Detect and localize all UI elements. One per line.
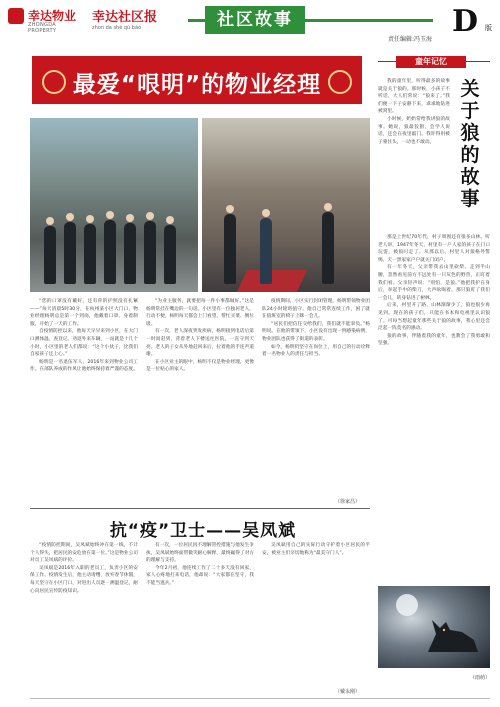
paragraph: 在小区业主的眼中，杨明不仅是物业经理，更像是一位贴心的家人。 bbox=[146, 359, 254, 373]
paragraph: 自疫情防控以来，他每天早早来到小区，在大门口测体温、查登记、劝返外来车辆，一站就是十几个小时。小区里的老人们都说：“这个小伙子，比我们自家孩子还上心。” bbox=[30, 329, 138, 358]
paragraph: 狼的故事，伴随着我的童年，也教会了我勇敢和坚强。 bbox=[378, 333, 490, 347]
wolf-icon bbox=[422, 612, 482, 656]
wolf-illustration bbox=[378, 586, 490, 668]
edition-label: 版 bbox=[485, 24, 492, 32]
hero-column-3 bbox=[262, 542, 370, 557]
paragraph: 有一年冬天，父亲带我去山里砍柴。走到半山腰，忽然看见前方不远处有一只灰色的野兽，正盯着我们看。父亲轻声说：“别怕，是狼。”他把我护在身后，举起手中的柴刀，大声吆喝着。那只狼盯了我们一会儿，转身钻进了树林。 bbox=[378, 265, 490, 301]
brand-logo-property bbox=[8, 6, 86, 34]
brand-sub-paper: zhon da shè qū bào bbox=[92, 25, 142, 31]
sidebar-column bbox=[378, 56, 490, 696]
paragraph: 吴凤斌用自己的实际行动守护着小区居民的平安，被业主们亲切地称为“最美守门人”。 bbox=[262, 543, 370, 556]
paragraph: “居民们把信任交给我们，我们就不能辜负。”杨明说。在他的带领下，小区没有出现一例感染病例，物业团队也获得了街道的表彰。 bbox=[262, 321, 370, 342]
masthead bbox=[0, 0, 500, 44]
main-photos bbox=[30, 118, 370, 292]
photo-staff-group bbox=[30, 118, 198, 292]
editor-credit: 责任编辑:冯玉海 bbox=[388, 36, 433, 43]
main-headline: 最爱“哏明”的物业经理 bbox=[72, 72, 322, 98]
hero-article-byline: （戴永刚） bbox=[335, 689, 361, 695]
sidebar-section-label: 童年记忆 bbox=[396, 56, 466, 68]
paragraph: “为业主服务，就要把每一件小事都做好。”这是杨明常挂在嘴边的一句话。小区里有一位独居老人，行动不便，杨明每天都会上门看望，帮忙买菜、倒垃圾。 bbox=[146, 299, 254, 327]
paragraph: “您的口罩没有戴好，还有你的护照没有扎紧——”每天清晨5时30分，在杭州某小区大门口，物业经理杨明总是第一个到岗，他戴着口罩、身着制服，开始了一天的工作。 bbox=[30, 299, 138, 327]
paragraph: 今年2月初，他连续工作了二十多天没有回家，家人心疼地打来电话，他却说：“大家都在坚守，我不能当逃兵。” bbox=[146, 565, 254, 586]
paragraph: 我的童年里，听得最多的故事就是关于狼的。那时候，小孩子不听话，大人们常说：“狼来了。”我们便一下子安静下来，乖乖地钻进被窝里。 bbox=[378, 79, 450, 115]
paragraph: 如今，杨明仍坚守在岗位上，用自己的行动诠释着一名物业人的责任与担当。 bbox=[262, 344, 370, 358]
paragraph: 那是上世纪70年代，村子周围还有很多山林。听老人讲，1947年冬天，村里有一户人家的孩子在门口玩耍，被狼叼走了。从那以后，村里人对狼格外警惕，天一黑家家户户就关门闭户。 bbox=[378, 235, 490, 263]
main-article-byline: （徐家昌） bbox=[335, 499, 361, 505]
photo-temperature-check bbox=[202, 118, 370, 292]
article-column-3 bbox=[262, 298, 370, 359]
sidebar-header bbox=[378, 56, 490, 70]
paragraph: 疫情期间，小区实行封闭管理，杨明带领物业团队24小时轮班值守。他自己常常连续工作，困了就在值班室的椅子上眯一会儿。 bbox=[262, 299, 370, 320]
brand-sub-property: ZHONGDA PROPERTY bbox=[28, 22, 57, 34]
section-title: 社区故事 bbox=[205, 6, 305, 34]
hero-column-1 bbox=[30, 542, 138, 595]
moon-icon bbox=[396, 594, 418, 616]
edition-letter: D bbox=[451, 4, 478, 39]
sidebar-byline: （雨萌） bbox=[469, 675, 490, 681]
sidebar-body-top bbox=[378, 78, 450, 146]
brand-mark-icon bbox=[8, 8, 24, 24]
article-column-1 bbox=[30, 298, 138, 374]
brand-logo-paper bbox=[92, 6, 182, 30]
article-column-2 bbox=[146, 298, 254, 374]
brand-name-paper: 幸达社区报 bbox=[92, 10, 158, 25]
paragraph: 有一次，老人深夜突发疾病，杨明接到电话后第一时间赶到，背着老人下楼送往医院，一直守到天亮。老人的子女从外地赶回来后，拉着他的手连声道谢。 bbox=[146, 329, 254, 358]
paragraph: 后来，村里开了路，山林渐渐少了，狼也很少再见到。现在的孩子们，只能在书本和电视里认识狼了。可每当想起童年那些关于狼的故事，我心里还会泛起一阵莫名的感动。 bbox=[378, 303, 490, 332]
paragraph: 有一次，一位居民因不理解管控措施与他发生争执，吴凤斌始终面带微笑耐心解释，最终赢得了对方的理解与支持。 bbox=[146, 543, 254, 564]
brand-name-property: 幸达物业 bbox=[28, 9, 77, 23]
main-headline-banner bbox=[32, 56, 362, 104]
hero-column-2 bbox=[146, 542, 254, 588]
bottom-rule bbox=[30, 698, 490, 699]
sidebar-title: 关 于 狼 的 故 事 bbox=[460, 78, 480, 210]
paragraph: 杨明是一名退伍军人，2016年来到物业公司工作。在部队养成的作风让他始终保持着严谨的态度。 bbox=[30, 359, 138, 373]
hero-headline: 抗“疫”卫士——吴凤斌 bbox=[109, 521, 297, 541]
sidebar-body-bottom bbox=[378, 234, 490, 348]
paragraph: 小时候，奶奶常给我讲狼的故事。她说，狼最狡猾，会学人说话，还会在夜里敲门。我吓得用被子蒙住头，一动也不敢动。 bbox=[378, 116, 450, 145]
paragraph: 吴凤斌是2016年入职的老员工，负责小区的安保工作。疫情发生后，他主动请缨，放弃春节休假，每天坚守在小区门口，对进出人员逐一测温登记，耐心向居民宣传防疫知识。 bbox=[30, 565, 138, 594]
section-divider bbox=[30, 508, 370, 509]
paragraph: “疫情防控期间，吴凤斌始终冲在第一线，不计个人得失，把居民的安危放在第一位。”这是物业公司对员工吴凤斌的评价。 bbox=[30, 543, 138, 564]
